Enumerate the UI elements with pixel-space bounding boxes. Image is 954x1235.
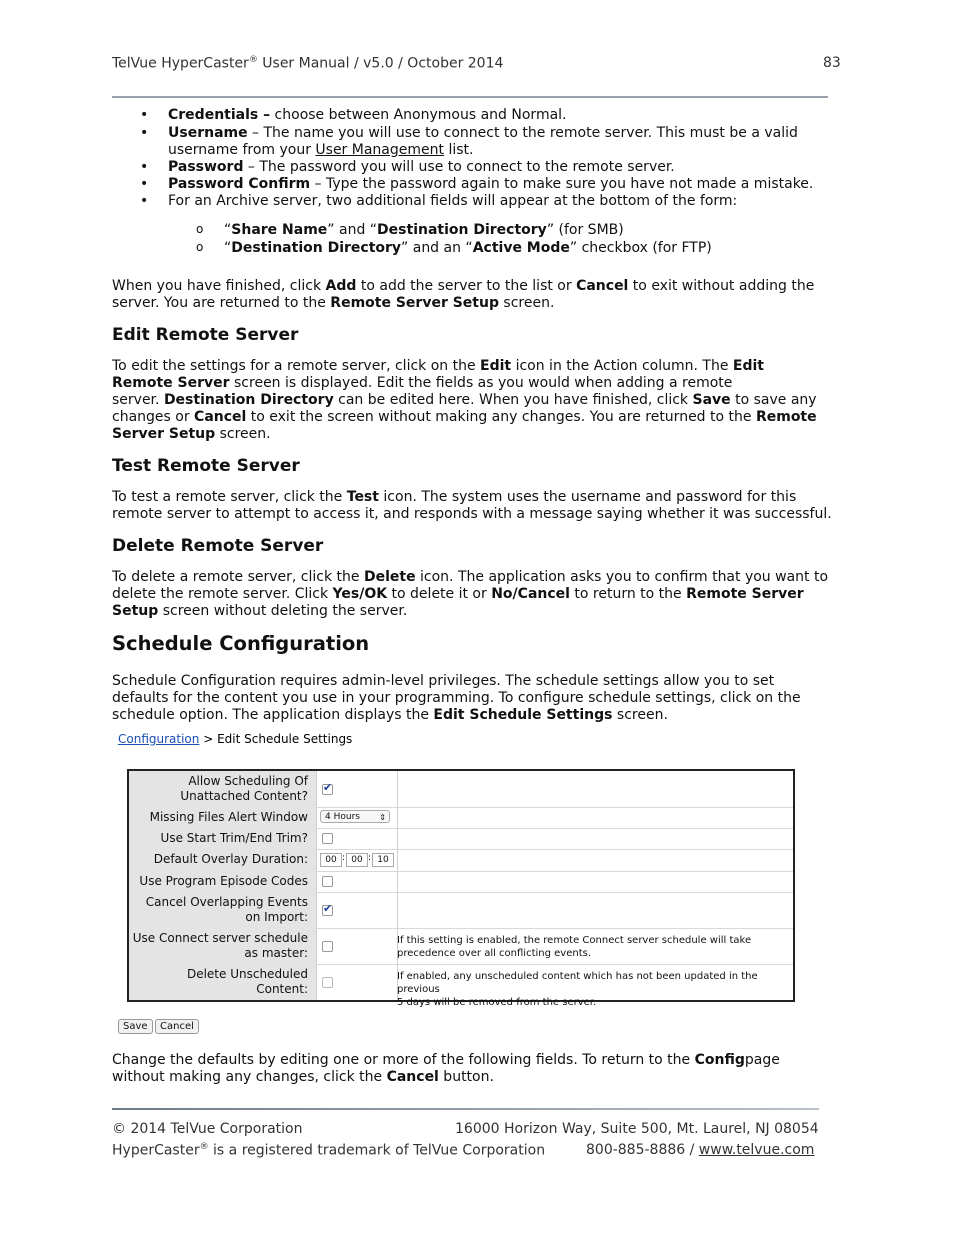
bullet-credentials: Credentials – choose between Anonymous and Normal.: [168, 107, 567, 123]
delete-unscheduled-checkbox[interactable]: [322, 977, 333, 988]
page-number: 83: [823, 55, 841, 71]
bullet-marker: •: [140, 125, 149, 141]
bullet-marker: •: [140, 176, 149, 192]
row-overlay-duration: [129, 849, 793, 872]
bullet-username-cont: username from your User Management list.: [168, 142, 474, 158]
breadcrumb: [118, 732, 352, 746]
header-rule: [112, 96, 828, 98]
connect-master-note: If this setting is enabled, the remote Connect server schedule will take precedence over all conflicting events.: [397, 935, 752, 959]
paragraph-schedule: Schedule Configuration requires admin-level privileges. The schedule settings allow you to set defaults for the content you use in your programming. To configure schedule settings, click on the schedule option. The application displays the Edit Schedule Settings screen.: [112, 673, 801, 723]
bullet-password: Password – The password you will use to connect to the remote server.: [168, 159, 675, 175]
sub-bullet-ftp: “Destination Directory” and an “Active Mode” checkbox (for FTP): [224, 240, 712, 256]
footer-trademark: HyperCaster® is a registered trademark of TelVue Corporation: [112, 1142, 546, 1159]
overlay-minutes-input[interactable]: 00: [346, 853, 368, 867]
paragraph-test: To test a remote server, click the Test icon. The system uses the username and password for this remote server to attempt to access it, and responds with a message saying whether it was successful.: [112, 489, 832, 522]
label-allow-scheduling: Allow Scheduling Of Unattached Content?: [129, 771, 316, 807]
overlay-seconds-input[interactable]: 10: [372, 853, 394, 867]
control-cell: [316, 828, 398, 849]
connect-master-checkbox[interactable]: [322, 941, 333, 952]
footer-copyright: © 2014 TelVue Corporation: [112, 1121, 303, 1137]
heading-test-remote-server: Test Remote Server: [112, 456, 300, 476]
heading-schedule-configuration: Schedule Configuration: [112, 632, 370, 655]
row-allow-scheduling: [129, 771, 793, 808]
breadcrumb-separator: >: [199, 732, 218, 746]
bullet-marker: •: [140, 107, 149, 123]
paragraph-delete: To delete a remote server, click the Delete icon. The application asks you to confirm that you want to delete the remote server. Click Yes/OK to delete it or No/Cancel to return to the Remote Server Setup screen without deleting the server.: [112, 569, 829, 619]
sub-bullet-marker: o: [196, 222, 204, 236]
missing-files-select[interactable]: 4 Hours ⇕: [320, 810, 390, 823]
control-cell: [316, 849, 398, 871]
label-overlay-duration: Default Overlay Duration:: [129, 849, 316, 871]
label-delete-unscheduled: Delete Unscheduled Content:: [129, 964, 316, 1000]
footer-contact: [586, 1142, 814, 1158]
delete-unscheduled-note: If enabled, any unscheduled content which has not been updated in the previous 5 days will be removed from the server.: [397, 971, 758, 1008]
select-arrows-icon: ⇕: [379, 813, 386, 822]
footer-rule: [112, 1108, 819, 1110]
allow-scheduling-checkbox[interactable]: [322, 784, 333, 795]
control-cell: [316, 807, 398, 828]
schedule-settings-form: [127, 769, 795, 1008]
control-cell: [316, 928, 398, 964]
control-cell: [316, 892, 398, 928]
row-missing-files: [129, 807, 793, 829]
trim-checkbox[interactable]: [322, 833, 333, 844]
label-missing-files: Missing Files Alert Window: [129, 807, 316, 828]
label-connect-master: Use Connect server schedule as master:: [129, 928, 316, 964]
footer-phone: 800-885-8886 /: [586, 1142, 699, 1158]
sub-bullet-smb: “Share Name” and “Destination Directory” (for SMB): [224, 222, 624, 238]
bullet-password-confirm: Password Confirm – Type the password again to make sure you have not made a mistake.: [168, 176, 814, 192]
breadcrumb-current: Edit Schedule Settings: [217, 732, 353, 746]
row-delete-unscheduled: [129, 964, 793, 1008]
footer-address: 16000 Horizon Way, Suite 500, Mt. Laurel, NJ 08054: [455, 1121, 819, 1137]
label-trim: Use Start Trim/End Trim?: [129, 828, 316, 849]
header-title-rest: User Manual / v5.0 / October 2014: [257, 55, 504, 72]
breadcrumb-configuration-link[interactable]: Configuration: [118, 732, 200, 746]
control-cell: [316, 871, 398, 892]
control-cell: [316, 964, 398, 1000]
row-episode-codes: [129, 871, 793, 893]
label-cancel-overlapping: Cancel Overlapping Events on Import:: [129, 892, 316, 928]
user-management-link[interactable]: User Management: [315, 142, 444, 158]
heading-delete-remote-server: Delete Remote Server: [112, 536, 324, 556]
paragraph-edit: To edit the settings for a remote server, click on the Edit icon in the Action column. The Edit Remote Server screen is displayed. Edit the fields as you would when adding a remote server. Destination Directory can be edited here. When you have finished, click Save to save any changes or Cancel to exit the screen without making any changes. You are returned to the Remote Server Setup screen.: [112, 358, 817, 442]
header-title: TelVue HyperCaster: [112, 55, 249, 72]
bullet-marker: •: [140, 193, 149, 209]
overlay-hours-input[interactable]: 00: [320, 853, 342, 867]
paragraph-finish: When you have finished, click Add to add the server to the list or Cancel to exit without adding the server. You are returned to the Remote Server Setup screen.: [112, 278, 815, 311]
cancel-button[interactable]: Cancel: [155, 1019, 199, 1034]
row-connect-master: [129, 928, 793, 965]
running-header: [112, 55, 503, 72]
row-trim: [129, 828, 793, 850]
website-link[interactable]: www.telvue.com: [698, 1142, 815, 1158]
paragraph-change: Change the defaults by editing one or more of the following fields. To return to the Configpage without making any changes, click the Cancel button.: [112, 1052, 780, 1085]
cancel-overlapping-checkbox[interactable]: [322, 905, 333, 916]
save-button[interactable]: Save: [118, 1019, 153, 1034]
heading-edit-remote-server: Edit Remote Server: [112, 325, 299, 345]
time-separator: :: [342, 853, 346, 863]
bullet-username: Username – The name you will use to connect to the remote server. This must be a valid: [168, 125, 798, 141]
sub-bullet-marker: o: [196, 240, 204, 254]
registered-mark: ®: [248, 55, 258, 65]
label-episode-codes: Use Program Episode Codes: [129, 871, 316, 892]
episode-codes-checkbox[interactable]: [322, 876, 333, 887]
bullet-archive: For an Archive server, two additional fields will appear at the bottom of the form:: [168, 193, 738, 209]
row-cancel-overlapping: [129, 892, 793, 929]
bullet-marker: •: [140, 159, 149, 175]
control-cell: [316, 771, 398, 807]
time-separator: :: [368, 853, 372, 863]
